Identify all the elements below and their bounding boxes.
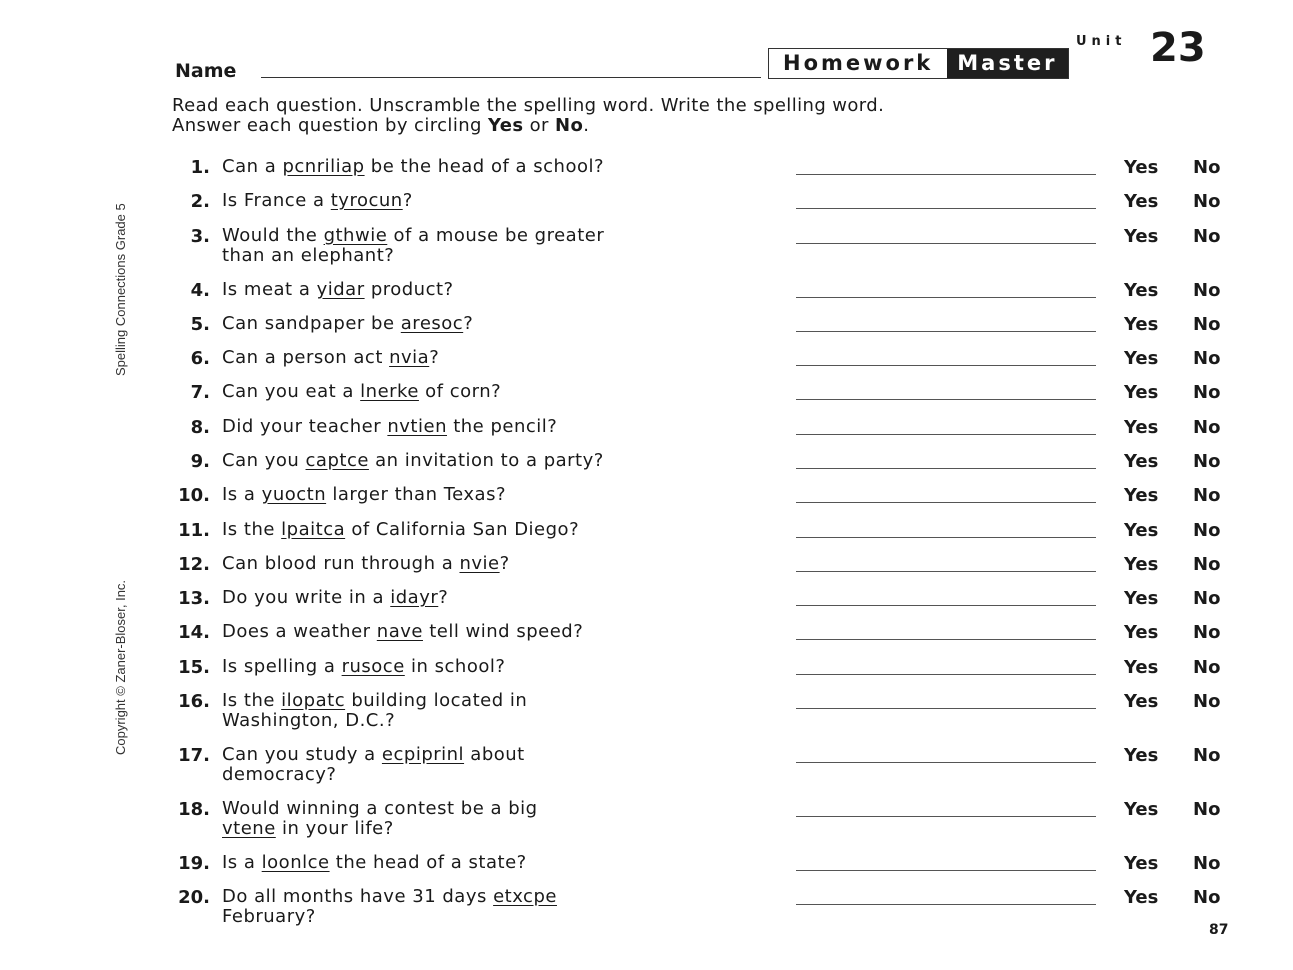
question-prefix: Is the — [222, 690, 282, 711]
question-text — [222, 382, 767, 402]
yes-choice[interactable]: Yes — [1124, 691, 1159, 712]
question-text — [222, 622, 767, 642]
instructions-line-1: Read each question. Unscramble the spelling word. Write the spelling word. — [172, 95, 885, 116]
question-line-1 — [222, 485, 767, 505]
question-line-1 — [222, 314, 767, 334]
no-choice[interactable]: No — [1193, 657, 1221, 678]
instructions-yes: Yes — [488, 115, 524, 136]
answer-line[interactable] — [796, 174, 1096, 175]
question-number: 19. — [178, 853, 210, 874]
yes-choice[interactable]: Yes — [1124, 382, 1159, 403]
question-number: 15. — [178, 657, 210, 678]
question-prefix: Would winning a contest be a big — [222, 798, 538, 819]
question-text — [222, 799, 767, 839]
question-suffix: of a mouse be greater — [387, 225, 605, 246]
question-line-2 — [222, 907, 767, 927]
answer-line[interactable] — [796, 537, 1096, 538]
question-suffix: ? — [402, 190, 413, 211]
scrambled-word: idayr — [390, 587, 439, 608]
no-choice[interactable]: No — [1193, 417, 1221, 438]
question-line-1 — [222, 348, 767, 368]
question-line-1 — [222, 887, 767, 907]
yes-choice[interactable]: Yes — [1124, 280, 1159, 301]
question-prefix: Is the — [222, 519, 282, 540]
question-line-1 — [222, 745, 767, 765]
question-suffix: ? — [438, 587, 449, 608]
question-number: 13. — [178, 588, 210, 609]
no-choice[interactable]: No — [1193, 382, 1221, 403]
scrambled-word: yuoctn — [261, 484, 327, 505]
question-suffix: of California San Diego? — [345, 519, 580, 540]
question-prefix: Can you study a — [222, 744, 382, 765]
yes-choice[interactable]: Yes — [1124, 348, 1159, 369]
question-line-1 — [222, 451, 767, 471]
side-grade-credit: Spelling Connections Grade 5 — [113, 203, 128, 376]
homework-label: Homework — [783, 51, 934, 75]
question-number: 5. — [190, 314, 210, 335]
question-line-1 — [222, 226, 767, 246]
question-prefix: Would the — [222, 225, 324, 246]
answer-line[interactable] — [796, 674, 1096, 675]
question-number: 9. — [190, 451, 210, 472]
unit-number: 23 — [1150, 25, 1206, 71]
question-number: 17. — [178, 745, 210, 766]
answer-line[interactable] — [796, 762, 1096, 763]
question-suffix: product? — [364, 279, 454, 300]
scrambled-word: captce — [305, 450, 369, 471]
question-text — [222, 691, 767, 731]
no-choice[interactable]: No — [1193, 799, 1221, 820]
question-prefix: Is meat a — [222, 279, 317, 300]
question-number: 11. — [178, 520, 210, 541]
no-choice[interactable]: No — [1193, 226, 1221, 247]
question-line-1 — [222, 191, 767, 211]
no-choice[interactable]: No — [1193, 157, 1221, 178]
side-copyright-credit: Copyright © Zaner-Bloser, Inc. — [113, 579, 128, 755]
yes-choice[interactable]: Yes — [1124, 887, 1159, 908]
master-label: Master — [947, 49, 1067, 78]
question-line-1 — [222, 691, 767, 711]
question-suffix: larger than Texas? — [326, 484, 507, 505]
question-number: 18. — [178, 799, 210, 820]
question-suffix: ? — [429, 347, 440, 368]
scrambled-word: tyrocun — [330, 190, 403, 211]
yes-choice[interactable]: Yes — [1124, 191, 1159, 212]
question-prefix: Is a — [222, 484, 262, 505]
scrambled-word: nave — [376, 621, 423, 642]
yes-choice[interactable]: Yes — [1124, 657, 1159, 678]
yes-choice[interactable]: Yes — [1124, 588, 1159, 609]
question-line-1 — [222, 417, 767, 437]
question-prefix: Can a person act — [222, 347, 390, 368]
question-text — [222, 226, 767, 266]
scrambled-word: nvia — [389, 347, 430, 368]
scrambled-word: nvtien — [387, 416, 447, 437]
scrambled-word: nvie — [459, 553, 500, 574]
yes-choice[interactable]: Yes — [1124, 853, 1159, 874]
yes-choice[interactable]: Yes — [1124, 520, 1159, 541]
answer-line[interactable] — [796, 870, 1096, 871]
yes-choice[interactable]: Yes — [1124, 226, 1159, 247]
question-suffix: an invitation to a party? — [368, 450, 604, 471]
answer-line[interactable] — [796, 331, 1096, 332]
name-input-line[interactable] — [261, 77, 761, 78]
no-choice[interactable]: No — [1193, 520, 1221, 541]
question-suffix: tell wind speed? — [422, 621, 584, 642]
yes-choice[interactable]: Yes — [1124, 554, 1159, 575]
question-continuation: Washington, D.C.? — [222, 710, 396, 731]
answer-line[interactable] — [796, 904, 1096, 905]
question-text — [222, 314, 767, 334]
no-choice[interactable]: No — [1193, 485, 1221, 506]
answer-line[interactable] — [796, 571, 1096, 572]
question-prefix: Is spelling a — [222, 656, 342, 677]
question-suffix: building located in — [345, 690, 528, 711]
question-prefix: Is a — [222, 852, 262, 873]
question-text — [222, 280, 767, 300]
question-number: 20. — [178, 887, 210, 908]
question-text — [222, 485, 767, 505]
question-prefix: Do all months have 31 days — [222, 886, 494, 907]
question-text — [222, 554, 767, 574]
question-line-2 — [222, 765, 767, 785]
question-number: 16. — [178, 691, 210, 712]
instructions-no: No — [554, 115, 584, 136]
yes-choice[interactable]: Yes — [1124, 314, 1159, 335]
no-choice[interactable]: No — [1193, 887, 1221, 908]
no-choice[interactable]: No — [1193, 554, 1221, 575]
question-prefix: Do you write in a — [222, 587, 391, 608]
instructions-or: or — [523, 115, 555, 136]
question-text — [222, 588, 767, 608]
question-text — [222, 520, 767, 540]
scrambled-word: loonlce — [261, 852, 330, 873]
question-text — [222, 657, 767, 677]
scrambled-word: yidar — [316, 279, 365, 300]
answer-line[interactable] — [796, 399, 1096, 400]
answer-line[interactable] — [796, 816, 1096, 817]
question-line-2 — [222, 819, 767, 839]
question-number: 7. — [190, 382, 210, 403]
question-line-2 — [222, 246, 767, 266]
question-line-1 — [222, 382, 767, 402]
scrambled-word: vtene — [222, 818, 276, 839]
yes-choice[interactable]: Yes — [1124, 451, 1159, 472]
question-line-1 — [222, 657, 767, 677]
question-text — [222, 191, 767, 211]
scrambled-word: lnerke — [360, 381, 419, 402]
question-line-1 — [222, 520, 767, 540]
answer-line[interactable] — [796, 365, 1096, 366]
scrambled-word: aresoc — [400, 313, 464, 334]
question-continuation: February? — [222, 906, 316, 927]
instructions-line-2 — [172, 116, 1182, 136]
scrambled-word: rusoce — [341, 656, 405, 677]
yes-choice[interactable]: Yes — [1124, 417, 1159, 438]
question-line-1 — [222, 799, 767, 819]
homework-master-banner — [768, 48, 1069, 79]
question-line-1 — [222, 622, 767, 642]
question-line-1 — [222, 853, 767, 873]
yes-choice[interactable]: Yes — [1124, 485, 1159, 506]
yes-choice[interactable]: Yes — [1124, 745, 1159, 766]
no-choice[interactable]: No — [1193, 745, 1221, 766]
question-line-1 — [222, 554, 767, 574]
question-number: 8. — [190, 417, 210, 438]
question-prefix: Can blood run through a — [222, 553, 460, 574]
answer-line[interactable] — [796, 502, 1096, 503]
no-choice[interactable]: No — [1193, 853, 1221, 874]
page-number: 87 — [1209, 922, 1229, 938]
no-choice[interactable]: No — [1193, 348, 1221, 369]
instructions-prefix: Answer each question by circling — [172, 115, 488, 136]
yes-choice[interactable]: Yes — [1124, 157, 1159, 178]
question-suffix: the pencil? — [446, 416, 558, 437]
no-choice[interactable]: No — [1193, 588, 1221, 609]
question-line-2 — [222, 711, 767, 731]
question-text — [222, 348, 767, 368]
no-choice[interactable]: No — [1193, 691, 1221, 712]
question-prefix: Is France a — [222, 190, 331, 211]
name-label: Name — [175, 60, 237, 82]
question-suffix: ? — [463, 313, 474, 334]
scrambled-word: ilopatc — [281, 690, 346, 711]
question-number: 10. — [178, 485, 210, 506]
answer-line[interactable] — [796, 434, 1096, 435]
question-prefix: Did your teacher — [222, 416, 388, 437]
no-choice[interactable]: No — [1193, 622, 1221, 643]
question-number: 6. — [190, 348, 210, 369]
question-continuation: in your life? — [275, 818, 394, 839]
instructions — [172, 96, 1182, 136]
instructions-period: . — [583, 115, 590, 136]
question-number: 12. — [178, 554, 210, 575]
question-text — [222, 745, 767, 785]
answer-line[interactable] — [796, 468, 1096, 469]
no-choice[interactable]: No — [1193, 314, 1221, 335]
question-suffix: the head of a state? — [329, 852, 527, 873]
question-prefix: Can you — [222, 450, 306, 471]
question-prefix: Can sandpaper be — [222, 313, 401, 334]
answer-line[interactable] — [796, 639, 1096, 640]
question-line-1 — [222, 280, 767, 300]
scrambled-word: etxcpe — [493, 886, 557, 907]
question-text — [222, 887, 767, 927]
question-continuation: than an elephant? — [222, 245, 395, 266]
scrambled-word: gthwie — [323, 225, 388, 246]
answer-line[interactable] — [796, 605, 1096, 606]
question-prefix: Does a weather — [222, 621, 377, 642]
answer-line[interactable] — [796, 243, 1096, 244]
yes-choice[interactable]: Yes — [1124, 622, 1159, 643]
no-choice[interactable]: No — [1193, 451, 1221, 472]
question-prefix: Can you eat a — [222, 381, 361, 402]
question-prefix: Can a — [222, 156, 283, 177]
question-text — [222, 451, 767, 471]
question-number: 1. — [190, 157, 210, 178]
answer-line[interactable] — [796, 297, 1096, 298]
yes-choice[interactable]: Yes — [1124, 799, 1159, 820]
scrambled-word: lpaitca — [281, 519, 346, 540]
question-continuation: democracy? — [222, 764, 337, 785]
unit-label: Unit — [1076, 34, 1127, 49]
question-text — [222, 417, 767, 437]
answer-line[interactable] — [796, 708, 1096, 709]
question-suffix: about — [464, 744, 525, 765]
question-suffix: of corn? — [418, 381, 502, 402]
question-number: 2. — [190, 191, 210, 212]
no-choice[interactable]: No — [1193, 191, 1221, 212]
answer-line[interactable] — [796, 208, 1096, 209]
no-choice[interactable]: No — [1193, 280, 1221, 301]
question-number: 3. — [190, 226, 210, 247]
question-text — [222, 157, 767, 177]
question-text — [222, 853, 767, 873]
question-suffix: be the head of a school? — [364, 156, 605, 177]
question-number: 4. — [190, 280, 210, 301]
scrambled-word: pcnriliap — [282, 156, 365, 177]
question-line-1 — [222, 157, 767, 177]
question-suffix: ? — [499, 553, 510, 574]
question-line-1 — [222, 588, 767, 608]
question-suffix: in school? — [404, 656, 506, 677]
question-number: 14. — [178, 622, 210, 643]
scrambled-word: ecpiprinl — [381, 744, 465, 765]
